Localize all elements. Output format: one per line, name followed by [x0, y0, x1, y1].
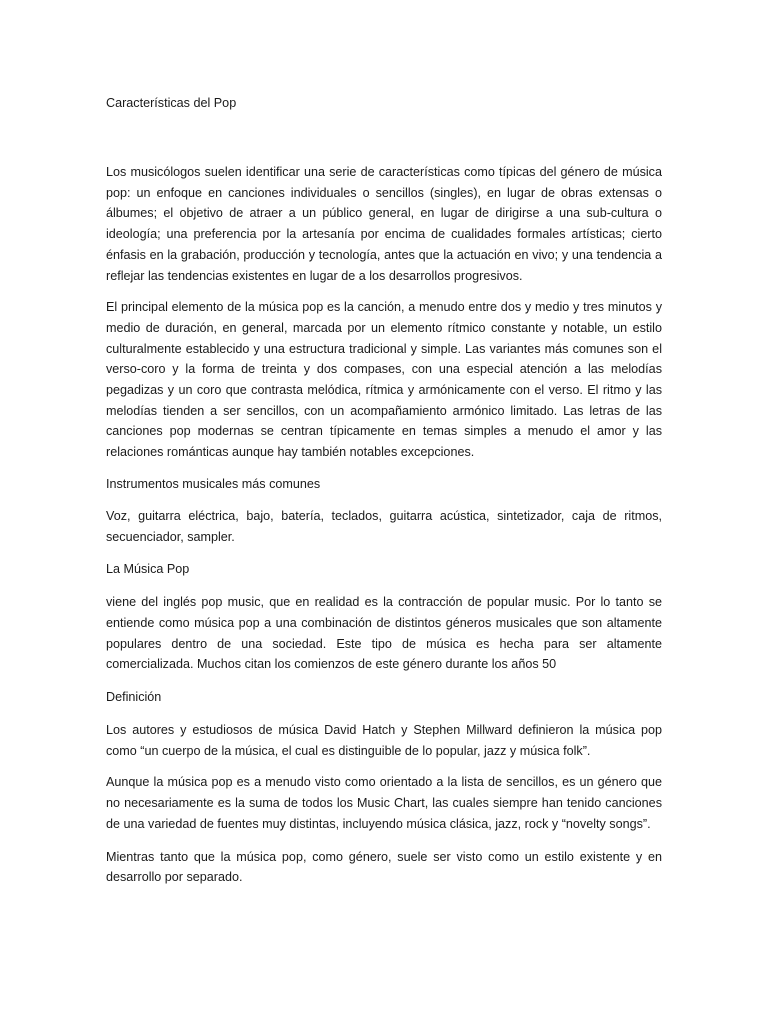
instruments-heading: Instrumentos musicales más comunes: [106, 476, 321, 491]
document-page: [106, 94, 662, 888]
definicion-paragraph: Los autores y estudiosos de música David Hatch y Stephen Millward definieron la música pop como “un cuerpo de la música, el cual es distinguible de lo popular, jazz y música folk”.: [106, 723, 662, 758]
la-musica-pop-heading: La Música Pop: [106, 562, 190, 577]
intro-paragraph: Los musicólogos suelen identificar una serie de características como típicas del género de música pop: un enfoque en canciones individuales o sencillos (singles), en lugar de obras extensas o álbumes; el objetivo de atraer a un público general, en lugar de dirigirse a una sub-cultura o ideología; una preferencia por la artesanía por encima de cualidades formales artísticas; cierto énfasis en la grabación, producción y tecnología, antes que la actuación en vivo; y una tendencia a reflejar las tendencias existentes en lugar de a los desarrollos progresivos.: [106, 165, 662, 283]
instruments-paragraph: Voz, guitarra eléctrica, bajo, batería, teclados, guitarra acústica, sintetizador, caja de ritmos, secuenciador, sampler.: [106, 508, 662, 544]
document-title: Características del Pop: [106, 96, 237, 110]
la-musica-pop-paragraph: viene del inglés pop music, que en realidad es la contracción de popular music. Por lo tanto se entiende como música pop a una combinación de distintos géneros musicales que son altamente populares dentro de una sociedad. Este tipo de música es hecha para ser altamente comercializada. Muchos citan los comienzos de este género durante los años 50: [106, 595, 662, 672]
pop-element-paragraph: El principal elemento de la música pop es la canción, a menudo entre dos y medio y tres minutos y medio de duración, en general, marcada por un elemento rítmico constante y notable, un estilo culturalmente establecido y una estructura tradicional y simple. Las variantes más comunes son el verso-coro y la forma de treinta y dos compases, con una especial atención a las melodías pegadizas y un coro que contrasta melódica, rítmica y armónicamente con el verso. El ritmo y las melodías tienden a ser sencillos, con un acompañamiento armónico limitado. Las letras de las canciones pop modernas se centran típicamente en temas simples a menudo el amor y las relaciones románticas aunque hay también notables excepciones.: [106, 300, 662, 460]
definicion-heading: Definición: [106, 690, 162, 705]
aunque-paragraph: Aunque la música pop es a menudo visto como orientado a la lista de sencillos, es un género que no necesariamente es la suma de todos los Music Chart, las cuales siempre han tenido canciones de una variedad de fuentes muy distintas, incluyendo música clásica, jazz, rock y “novelty songs”.: [106, 775, 662, 831]
mientras-paragraph: Mientras tanto que la música pop, como género, suele ser visto como un estilo existente y en desarrollo por separado.: [106, 849, 662, 885]
